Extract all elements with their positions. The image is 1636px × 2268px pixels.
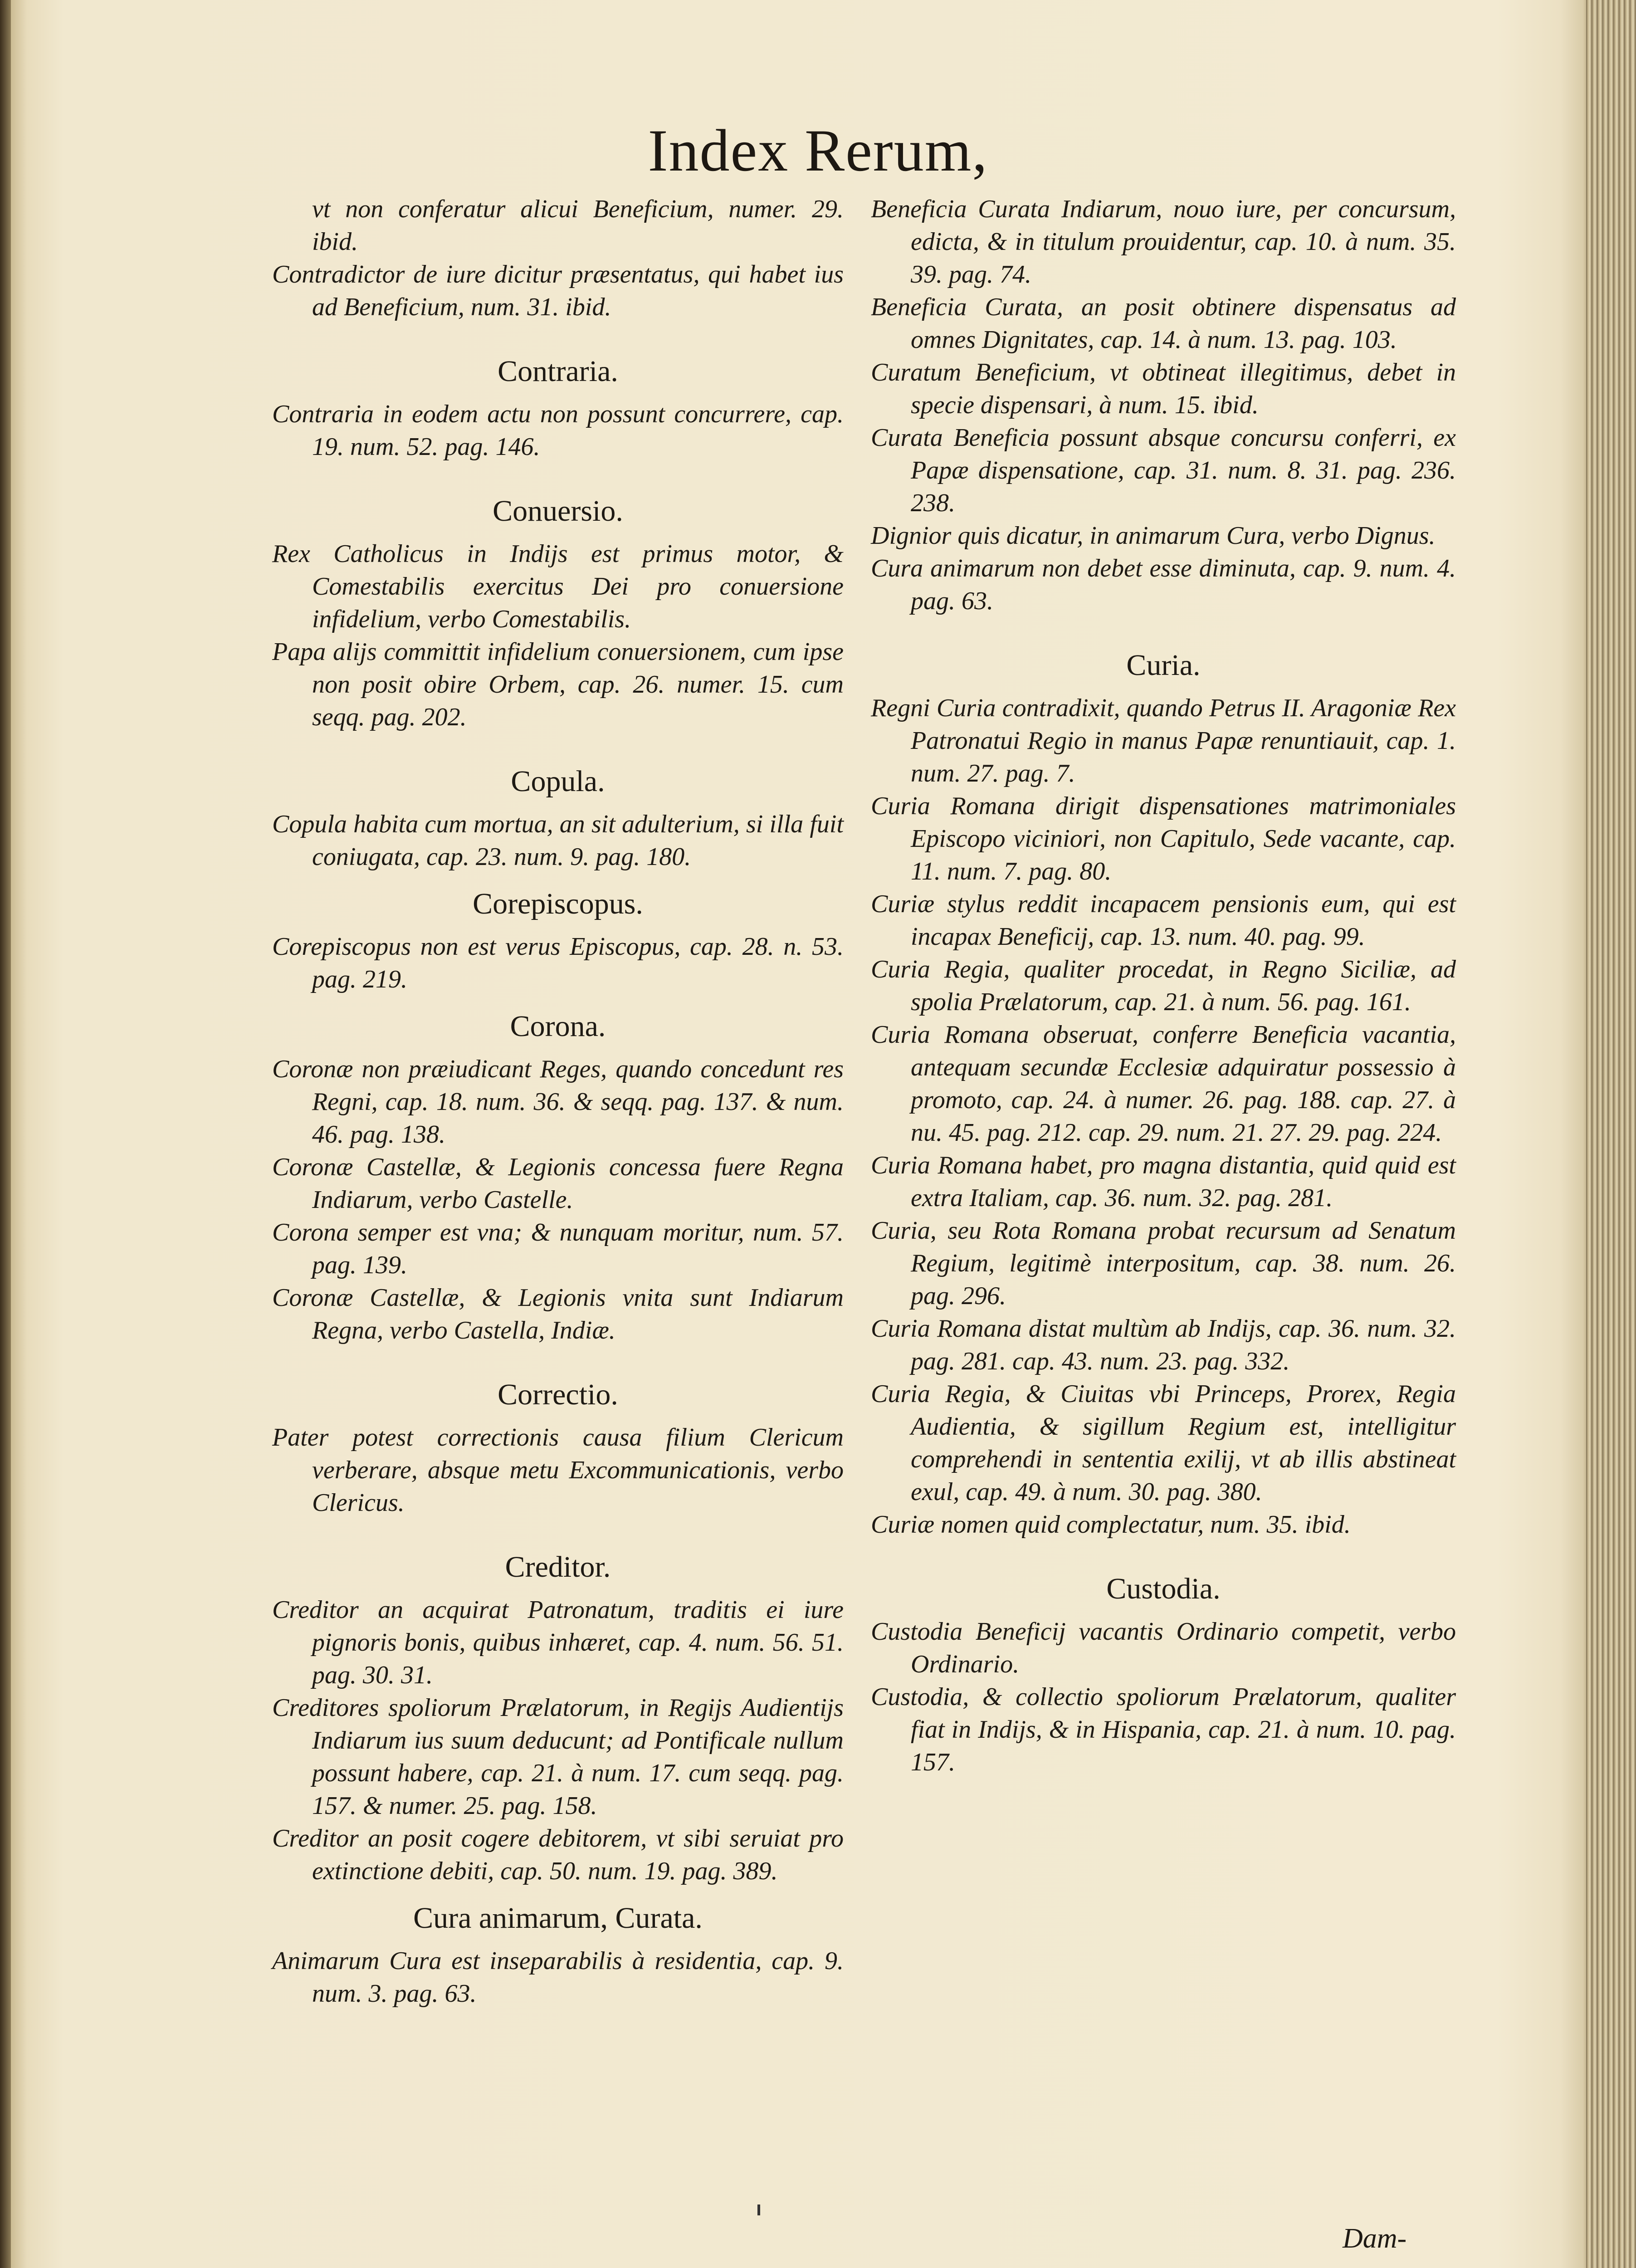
- index-entry: Curatum Beneficium, vt obtineat illegitimus, debet in specie dispensari, à num. 15. ibid.: [871, 358, 1456, 419]
- index-entry: Curia Regia, qualiter procedat, in Regno Siciliæ, ad spolia Prælatorum, cap. 21. à num. 56. pag. 161.: [871, 955, 1456, 1016]
- index-entry: Creditor an acquirat Patronatum, traditis ei iure pignoris bonis, quibus inhæret, cap. 4. num. 56. 51. pag. 30. 31.: [272, 1596, 844, 1689]
- index-entry: Curia Regia, & Ciuitas vbi Princeps, Prorex, Regia Audientia, & sigillum Regium est, intelligitur comprehendi in sententia exilij, vt ab illis abstineat exul, cap. 49. à num. 30. pag. 380.: [871, 1380, 1456, 1506]
- index-entry: Curiæ nomen quid complectatur, num. 35. ibid.: [871, 1510, 1351, 1539]
- index-entry: Curia Romana dirigit dispensationes matrimoniales Episcopo viciniori, non Capitulo, Sede vacante, cap. 11. num. 7. pag. 80.: [871, 792, 1456, 885]
- index-entry: Curata Beneficia possunt absque concursu conferri, ex Papæ dispensatione, cap. 31. num. 8. 31. pag. 236. 238.: [871, 424, 1456, 517]
- index-entry: Curia, seu Rota Romana probat recursum ad Senatum Regium, legitimè interpositum, cap. 38. num. 26. pag. 296.: [871, 1217, 1456, 1310]
- index-entry: Contraria in eodem actu non possunt concurrere, cap. 19. num. 52. pag. 146.: [272, 400, 844, 461]
- catchword: Dam-: [1343, 2223, 1407, 2254]
- index-entry: Coronæ Castellæ, & Legionis concessa fuere Regna Indiarum, verbo Castelle.: [272, 1153, 844, 1214]
- index-entry: Beneficia Curata Indiarum, nouo iure, per concursum, edicta, & in titulum prouidentur, cap. 10. à num. 35. 39. pag. 74.: [871, 195, 1456, 288]
- index-entry: Curia Romana obseruat, conferre Beneficia vacantia, antequam secundæ Ecclesiæ adquiratur possessio à promoto, cap. 24. à numer. 26. pag. 188. cap. 27. à nu. 45. pag. 212. cap. 29. num. 21. 27. 29. pag. 224.: [871, 1021, 1456, 1147]
- section-heading: Custodia.: [1106, 1572, 1221, 1605]
- index-entry: Coronæ non præiudicant Reges, quando concedunt res Regni, cap. 18. num. 36. & seqq. pag. 137. & num. 46. pag. 138.: [272, 1055, 844, 1149]
- index-entry: Animarum Cura est inseparabilis à residentia, cap. 9. num. 3. pag. 63.: [272, 1947, 844, 2008]
- section-heading: Copula.: [511, 765, 605, 798]
- index-entry: Dignior quis dicatur, in animarum Cura, verbo Dignus.: [871, 522, 1436, 550]
- index-entry: Rex Catholicus in Indijs est primus motor, & Comestabilis exercitus Dei pro conuersione infidelium, verbo Comestabilis.: [272, 540, 844, 633]
- index-entry: Custodia Beneficij vacantis Ordinario competit, verbo Ordinario.: [871, 1618, 1456, 1678]
- right-column: [871, 193, 1456, 1779]
- index-entry: Curiæ stylus reddit incapacem pensionis eum, qui est incapax Beneficij, cap. 13. num. 40. pag. 99.: [871, 890, 1456, 951]
- index-entry: Contradictor de iure dicitur præsentatus, qui habet ius ad Beneficium, num. 31. ibid.: [272, 260, 844, 321]
- index-entry: Cura animarum non debet esse diminuta, cap. 9. num. 4. pag. 63.: [871, 554, 1456, 615]
- book-spine: [0, 0, 11, 2268]
- section-heading: Cura animarum, Curata.: [413, 1901, 703, 1935]
- index-entry: Custodia, & collectio spoliorum Prælatorum, qualiter fiat in Indijs, & in Hispania, cap. 21. à num. 10. pag. 157.: [871, 1683, 1456, 1776]
- index-entry: Coronæ Castellæ, & Legionis vnita sunt Indiarum Regna, verbo Castella, Indiæ.: [272, 1284, 844, 1344]
- index-entry: Copula habita cum mortua, an sit adulterium, si illa fuit coniugata, cap. 23. num. 9. pag. 180.: [272, 810, 844, 871]
- section-heading: Curia.: [1126, 649, 1201, 682]
- print-mark: [757, 2204, 760, 2215]
- left-column: [272, 193, 844, 2010]
- index-entry: Creditor an posit cogere debitorem, vt sibi seruiat pro extinctione debiti, cap. 50. num. 19. pag. 389.: [272, 1824, 844, 1885]
- page-title: Index Rerum,: [648, 117, 988, 184]
- section-heading: Corepiscopus.: [473, 887, 643, 920]
- index-entry: Regni Curia contradixit, quando Petrus II. Aragoniæ Rex Patronatui Regio in manus Papæ renuntiauit, cap. 1. num. 27. pag. 7.: [871, 694, 1456, 787]
- section-heading: Correctio.: [498, 1378, 618, 1411]
- index-entry: Corepiscopus non est verus Episcopus, cap. 28. n. 53. pag. 219.: [272, 933, 844, 993]
- section-heading: Creditor.: [505, 1550, 611, 1584]
- section-heading: Conuersio.: [493, 494, 623, 528]
- index-entry: Corona semper est vna; & nunquam moritur, num. 57. pag. 139.: [272, 1218, 844, 1279]
- index-entry: Papa alijs committit infidelium conuersionem, cum ipse non posit obire Orbem, cap. 26. numer. 15. cum seqq. pag. 202.: [272, 638, 844, 731]
- index-entry: Pater potest correctionis causa filium Clericum verberare, absque metu Excommunicationis, verbo Clericus.: [272, 1423, 844, 1517]
- section-heading: Corona.: [510, 1010, 606, 1043]
- index-entry: Curia Romana distat multùm ab Indijs, cap. 36. num. 32. pag. 281. cap. 43. num. 23. pag. 332.: [871, 1315, 1456, 1375]
- section-heading: Contraria.: [498, 355, 618, 388]
- index-entry: Beneficia Curata, an posit obtinere dispensatus ad omnes Dignitates, cap. 14. à num. 13. pag. 103.: [871, 293, 1456, 354]
- index-entry: vt non conferatur alicui Beneficium, numer. 29. ibid.: [312, 195, 844, 256]
- page-edge: [1586, 0, 1636, 2268]
- index-entry: Creditores spoliorum Prælatorum, in Regijs Audientijs Indiarum ius suum deducunt; ad Pontificale nullum possunt habere, cap. 21. à num. 17. cum seqq. pag. 157. & numer. 25. pag. 158.: [272, 1694, 844, 1820]
- index-entry: Curia Romana habet, pro magna distantia, quid quid est extra Italiam, cap. 36. num. 32. pag. 281.: [871, 1151, 1456, 1212]
